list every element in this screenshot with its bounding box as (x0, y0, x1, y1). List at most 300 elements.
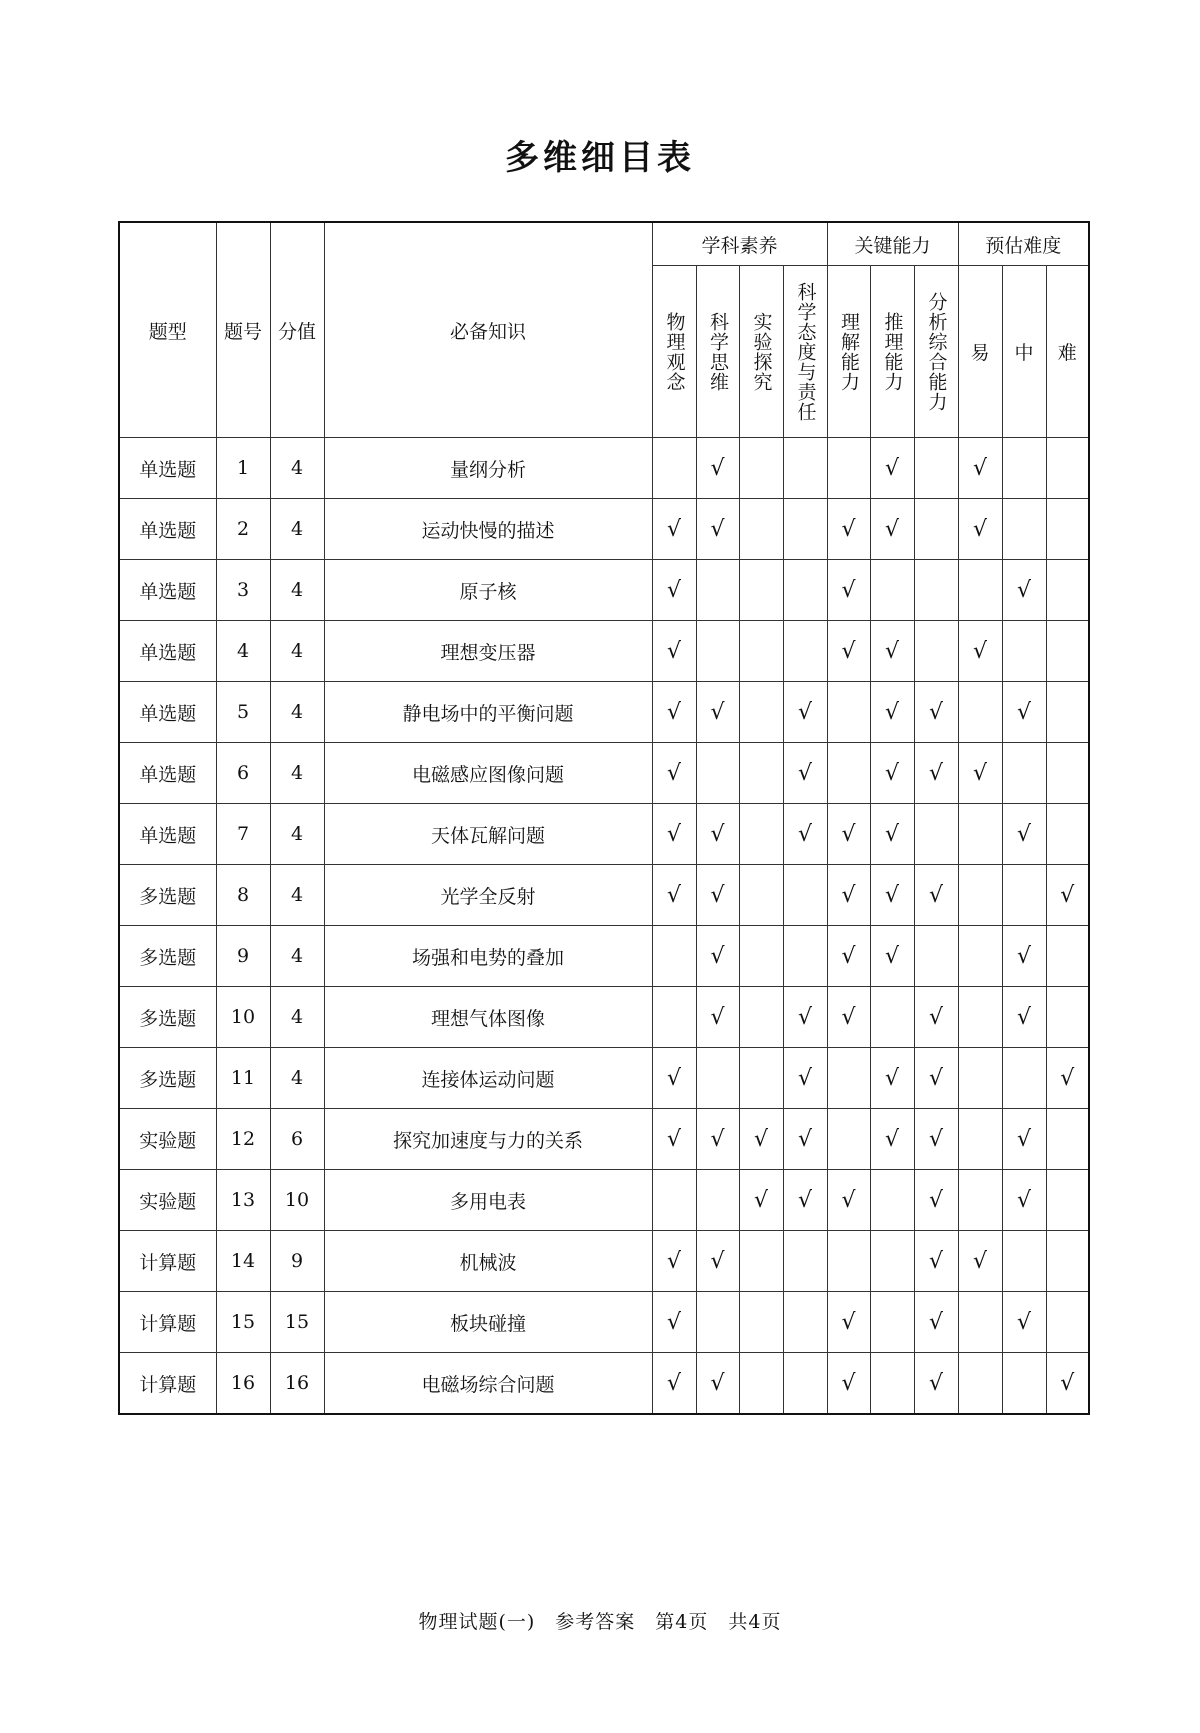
header-literacy-experimental-inquiry: 实验探究 (739, 266, 783, 438)
cell-score: 16 (270, 1353, 324, 1415)
cell-mark (958, 438, 1002, 499)
cell-mark (1046, 743, 1089, 804)
cell-mark (696, 1353, 739, 1415)
check-mark-icon: √ (710, 882, 725, 908)
cell-mark (870, 1353, 914, 1415)
cell-topic: 场强和电势的叠加 (324, 926, 652, 987)
page-footer: 物理试题(一) 参考答案 第4页 共4页 (418, 1611, 782, 1633)
cell-mark (958, 743, 1002, 804)
cell-mark (1046, 682, 1089, 743)
check-mark-icon: √ (797, 1187, 813, 1213)
cell-score: 4 (270, 438, 324, 499)
header-literacy-scientific-thinking: 科学思维 (696, 266, 739, 438)
check-mark-icon: √ (885, 699, 900, 725)
check-mark-icon: √ (885, 1126, 900, 1152)
header-difficulty-hard: 难 (1046, 266, 1089, 438)
check-mark-icon: √ (885, 943, 900, 969)
check-mark-icon: √ (666, 1065, 682, 1091)
table-row (119, 865, 1089, 926)
cell-mark (652, 499, 696, 560)
cell-mark (739, 865, 783, 926)
cell-mark (914, 621, 958, 682)
cell-mark (739, 1353, 783, 1415)
cell-type: 多选题 (119, 865, 216, 926)
check-mark-icon: √ (797, 699, 813, 725)
cell-mark (652, 682, 696, 743)
cell-mark (827, 743, 870, 804)
cell-type: 单选题 (119, 682, 216, 743)
cell-mark (1046, 1170, 1089, 1231)
table-row (119, 621, 1089, 682)
check-mark-icon: √ (885, 1065, 900, 1091)
cell-mark (652, 804, 696, 865)
check-mark-icon: √ (973, 1248, 988, 1274)
cell-mark (827, 1353, 870, 1415)
check-mark-icon: √ (841, 882, 856, 908)
cell-mark (870, 438, 914, 499)
cell-mark (870, 926, 914, 987)
check-mark-icon: √ (929, 1065, 944, 1091)
cell-type: 计算题 (119, 1353, 216, 1415)
cell-type: 单选题 (119, 743, 216, 804)
cell-mark (652, 987, 696, 1048)
check-mark-icon: √ (1017, 577, 1032, 603)
cell-mark (783, 621, 827, 682)
table-row (119, 804, 1089, 865)
cell-mark (783, 499, 827, 560)
table-row (119, 1048, 1089, 1109)
cell-type: 单选题 (119, 560, 216, 621)
cell-mark (696, 1170, 739, 1231)
cell-mark (827, 1231, 870, 1292)
cell-mark (739, 560, 783, 621)
cell-mark (870, 865, 914, 926)
check-mark-icon: √ (1060, 882, 1075, 908)
check-mark-icon: √ (929, 760, 944, 786)
cell-mark (783, 1231, 827, 1292)
cell-mark (696, 987, 739, 1048)
cell-mark (696, 865, 739, 926)
cell-mark (1002, 987, 1046, 1048)
cell-score: 4 (270, 560, 324, 621)
check-mark-icon: √ (710, 1248, 725, 1274)
cell-number: 3 (216, 560, 270, 621)
header-row-groups (119, 222, 1089, 266)
cell-mark (958, 682, 1002, 743)
cell-mark (914, 560, 958, 621)
cell-type: 单选题 (119, 621, 216, 682)
table-row (119, 499, 1089, 560)
cell-mark (783, 865, 827, 926)
cell-mark (1046, 1109, 1089, 1170)
cell-mark (696, 438, 739, 499)
cell-mark (652, 1109, 696, 1170)
check-mark-icon: √ (929, 699, 944, 725)
cell-topic: 静电场中的平衡问题 (324, 682, 652, 743)
check-mark-icon: √ (710, 516, 725, 542)
cell-mark (958, 865, 1002, 926)
cell-mark (652, 1231, 696, 1292)
cell-mark (696, 682, 739, 743)
cell-number: 12 (216, 1109, 270, 1170)
check-mark-icon: √ (666, 1248, 682, 1274)
check-mark-icon: √ (666, 638, 682, 664)
cell-topic: 探究加速度与力的关系 (324, 1109, 652, 1170)
cell-mark (1002, 1170, 1046, 1231)
check-mark-icon: √ (885, 638, 900, 664)
cell-topic: 机械波 (324, 1231, 652, 1292)
table-row (119, 1109, 1089, 1170)
cell-mark (1002, 1109, 1046, 1170)
cell-mark (958, 1231, 1002, 1292)
cell-mark (958, 560, 1002, 621)
cell-mark (1046, 804, 1089, 865)
cell-score: 4 (270, 926, 324, 987)
cell-mark (1046, 865, 1089, 926)
cell-mark (914, 1109, 958, 1170)
cell-topic: 光学全反射 (324, 865, 652, 926)
cell-mark (652, 1048, 696, 1109)
cell-mark (696, 1048, 739, 1109)
cell-mark (696, 1109, 739, 1170)
cell-topic: 板块碰撞 (324, 1292, 652, 1353)
cell-mark (958, 926, 1002, 987)
cell-mark (1046, 1048, 1089, 1109)
table-row (119, 560, 1089, 621)
cell-score: 15 (270, 1292, 324, 1353)
cell-mark (827, 987, 870, 1048)
check-mark-icon: √ (710, 821, 725, 847)
cell-mark (870, 804, 914, 865)
check-mark-icon: √ (797, 1065, 813, 1091)
cell-mark (914, 499, 958, 560)
header-ability-reasoning: 推理能力 (870, 266, 914, 438)
cell-mark (739, 682, 783, 743)
cell-mark (914, 926, 958, 987)
check-mark-icon: √ (841, 1370, 856, 1396)
cell-mark (827, 1109, 870, 1170)
check-mark-icon: √ (666, 821, 682, 847)
header-ability-analysis: 分析综合能力 (914, 266, 958, 438)
cell-mark (958, 987, 1002, 1048)
check-mark-icon: √ (666, 1370, 682, 1396)
cell-mark (739, 1170, 783, 1231)
cell-mark (827, 1048, 870, 1109)
cell-mark (1002, 560, 1046, 621)
check-mark-icon: √ (666, 882, 682, 908)
cell-mark (1002, 438, 1046, 499)
cell-mark (1046, 621, 1089, 682)
cell-topic: 运动快慢的描述 (324, 499, 652, 560)
cell-mark (783, 743, 827, 804)
cell-mark (652, 743, 696, 804)
cell-mark (914, 1170, 958, 1231)
cell-mark (1046, 1353, 1089, 1415)
cell-mark (827, 804, 870, 865)
cell-topic: 理想气体图像 (324, 987, 652, 1048)
cell-mark (696, 1231, 739, 1292)
check-mark-icon: √ (841, 943, 856, 969)
cell-type: 单选题 (119, 804, 216, 865)
cell-mark (696, 621, 739, 682)
cell-mark (652, 1170, 696, 1231)
header-group-literacy: 学科素养 (652, 222, 827, 266)
cell-topic: 连接体运动问题 (324, 1048, 652, 1109)
check-mark-icon: √ (753, 1187, 769, 1213)
cell-type: 多选题 (119, 1048, 216, 1109)
cell-mark (1046, 499, 1089, 560)
header-group-ability: 关键能力 (827, 222, 958, 266)
table-body (119, 438, 1089, 1415)
check-mark-icon: √ (797, 1126, 813, 1152)
check-mark-icon: √ (1017, 821, 1032, 847)
check-mark-icon: √ (929, 1004, 944, 1030)
cell-score: 4 (270, 682, 324, 743)
cell-mark (958, 1048, 1002, 1109)
cell-mark (958, 499, 1002, 560)
cell-mark (783, 1353, 827, 1415)
cell-score: 6 (270, 1109, 324, 1170)
header-difficulty-easy: 易 (958, 266, 1002, 438)
cell-mark (870, 560, 914, 621)
cell-mark (870, 621, 914, 682)
cell-mark (870, 743, 914, 804)
cell-mark (1002, 621, 1046, 682)
check-mark-icon: √ (666, 699, 682, 725)
table-row (119, 1170, 1089, 1231)
header-type: 题型 (119, 222, 216, 438)
check-mark-icon: √ (885, 760, 900, 786)
cell-mark (958, 1292, 1002, 1353)
cell-type: 单选题 (119, 499, 216, 560)
cell-mark (739, 987, 783, 1048)
cell-mark (870, 1292, 914, 1353)
cell-mark (870, 682, 914, 743)
cell-topic: 原子核 (324, 560, 652, 621)
cell-mark (914, 682, 958, 743)
cell-number: 16 (216, 1353, 270, 1415)
check-mark-icon: √ (1017, 1187, 1032, 1213)
table-row (119, 1231, 1089, 1292)
header-score: 分值 (270, 222, 324, 438)
table-row (119, 987, 1089, 1048)
check-mark-icon: √ (753, 1126, 769, 1152)
check-mark-icon: √ (885, 455, 900, 481)
table-row (119, 1292, 1089, 1353)
cell-mark (783, 1292, 827, 1353)
cell-score: 9 (270, 1231, 324, 1292)
cell-mark (1002, 1353, 1046, 1415)
cell-mark (1002, 682, 1046, 743)
cell-mark (652, 438, 696, 499)
check-mark-icon: √ (929, 1309, 944, 1335)
check-mark-icon: √ (1060, 1370, 1075, 1396)
check-mark-icon: √ (929, 1370, 944, 1396)
check-mark-icon: √ (841, 516, 856, 542)
cell-number: 10 (216, 987, 270, 1048)
header-group-difficulty: 预估难度 (958, 222, 1089, 266)
table-row (119, 438, 1089, 499)
cell-topic: 天体瓦解问题 (324, 804, 652, 865)
cell-number: 14 (216, 1231, 270, 1292)
cell-mark (783, 1048, 827, 1109)
cell-topic: 量纲分析 (324, 438, 652, 499)
cell-mark (914, 1048, 958, 1109)
cell-mark (870, 499, 914, 560)
cell-mark (783, 987, 827, 1048)
check-mark-icon: √ (973, 760, 988, 786)
check-mark-icon: √ (973, 638, 988, 664)
cell-mark (652, 865, 696, 926)
check-mark-icon: √ (666, 577, 682, 603)
cell-mark (696, 560, 739, 621)
cell-mark (739, 1231, 783, 1292)
cell-mark (1002, 743, 1046, 804)
check-mark-icon: √ (797, 821, 813, 847)
cell-mark (652, 621, 696, 682)
cell-mark (827, 438, 870, 499)
check-mark-icon: √ (710, 1126, 725, 1152)
check-mark-icon: √ (710, 943, 725, 969)
cell-mark (870, 1109, 914, 1170)
check-mark-icon: √ (797, 1004, 813, 1030)
check-mark-icon: √ (841, 577, 856, 603)
cell-mark (958, 1353, 1002, 1415)
cell-score: 4 (270, 499, 324, 560)
cell-score: 4 (270, 621, 324, 682)
cell-mark (1002, 499, 1046, 560)
cell-mark (827, 560, 870, 621)
check-mark-icon: √ (710, 699, 725, 725)
cell-mark (827, 1292, 870, 1353)
cell-topic: 电磁感应图像问题 (324, 743, 652, 804)
check-mark-icon: √ (841, 1004, 856, 1030)
cell-mark (870, 1170, 914, 1231)
check-mark-icon: √ (710, 1370, 725, 1396)
cell-mark (783, 438, 827, 499)
check-mark-icon: √ (666, 516, 682, 542)
cell-mark (783, 682, 827, 743)
check-mark-icon: √ (841, 638, 856, 664)
cell-mark (870, 1048, 914, 1109)
cell-number: 6 (216, 743, 270, 804)
cell-mark (652, 1353, 696, 1415)
header-difficulty-medium: 中 (1002, 266, 1046, 438)
cell-mark (739, 1109, 783, 1170)
check-mark-icon: √ (666, 1126, 682, 1152)
check-mark-icon: √ (1017, 1126, 1032, 1152)
cell-number: 11 (216, 1048, 270, 1109)
header-ability-understanding: 理解能力 (827, 266, 870, 438)
cell-mark (1046, 926, 1089, 987)
check-mark-icon: √ (841, 1187, 856, 1213)
cell-type: 单选题 (119, 438, 216, 499)
header-literacy-attitude-responsibility: 科学态度与责任 (783, 266, 827, 438)
table-row (119, 682, 1089, 743)
check-mark-icon: √ (1017, 943, 1032, 969)
cell-mark (739, 926, 783, 987)
cell-mark (827, 499, 870, 560)
cell-score: 4 (270, 987, 324, 1048)
cell-mark (914, 438, 958, 499)
cell-number: 7 (216, 804, 270, 865)
check-mark-icon: √ (973, 516, 988, 542)
table-row (119, 926, 1089, 987)
cell-score: 4 (270, 743, 324, 804)
cell-mark (914, 743, 958, 804)
cell-mark (1002, 1231, 1046, 1292)
cell-mark (652, 926, 696, 987)
page-title: 多维细目表 (505, 138, 695, 178)
cell-score: 4 (270, 1048, 324, 1109)
cell-type: 实验题 (119, 1109, 216, 1170)
check-mark-icon: √ (666, 1309, 682, 1335)
cell-mark (914, 804, 958, 865)
cell-mark (783, 926, 827, 987)
cell-mark (827, 1170, 870, 1231)
cell-mark (696, 499, 739, 560)
cell-number: 1 (216, 438, 270, 499)
cell-mark (739, 1048, 783, 1109)
cell-mark (652, 560, 696, 621)
cell-mark (783, 804, 827, 865)
cell-score: 10 (270, 1170, 324, 1231)
check-mark-icon: √ (929, 1187, 944, 1213)
cell-mark (739, 438, 783, 499)
check-mark-icon: √ (885, 821, 900, 847)
cell-mark (1046, 438, 1089, 499)
cell-type: 计算题 (119, 1231, 216, 1292)
cell-mark (652, 1292, 696, 1353)
table-row (119, 1353, 1089, 1415)
cell-mark (827, 926, 870, 987)
cell-mark (1002, 804, 1046, 865)
cell-mark (914, 987, 958, 1048)
check-mark-icon: √ (841, 821, 856, 847)
check-mark-icon: √ (797, 760, 813, 786)
check-mark-icon: √ (666, 760, 682, 786)
cell-number: 9 (216, 926, 270, 987)
check-mark-icon: √ (710, 1004, 725, 1030)
cell-number: 13 (216, 1170, 270, 1231)
cell-mark (914, 1231, 958, 1292)
cell-score: 4 (270, 804, 324, 865)
check-mark-icon: √ (710, 455, 725, 481)
cell-mark (958, 804, 1002, 865)
cell-mark (914, 865, 958, 926)
cell-type: 计算题 (119, 1292, 216, 1353)
cell-topic: 理想变压器 (324, 621, 652, 682)
check-mark-icon: √ (1017, 1309, 1032, 1335)
cell-mark (696, 1292, 739, 1353)
cell-mark (958, 1170, 1002, 1231)
cell-type: 实验题 (119, 1170, 216, 1231)
cell-mark (827, 621, 870, 682)
cell-number: 5 (216, 682, 270, 743)
cell-mark (958, 1109, 1002, 1170)
check-mark-icon: √ (885, 516, 900, 542)
check-mark-icon: √ (929, 882, 944, 908)
table-row (119, 743, 1089, 804)
cell-topic: 电磁场综合问题 (324, 1353, 652, 1415)
check-mark-icon: √ (1017, 699, 1032, 725)
check-mark-icon: √ (1060, 1065, 1075, 1091)
cell-mark (1046, 1292, 1089, 1353)
cell-number: 8 (216, 865, 270, 926)
check-mark-icon: √ (841, 1309, 856, 1335)
specification-table (118, 221, 1090, 1415)
cell-mark (914, 1353, 958, 1415)
